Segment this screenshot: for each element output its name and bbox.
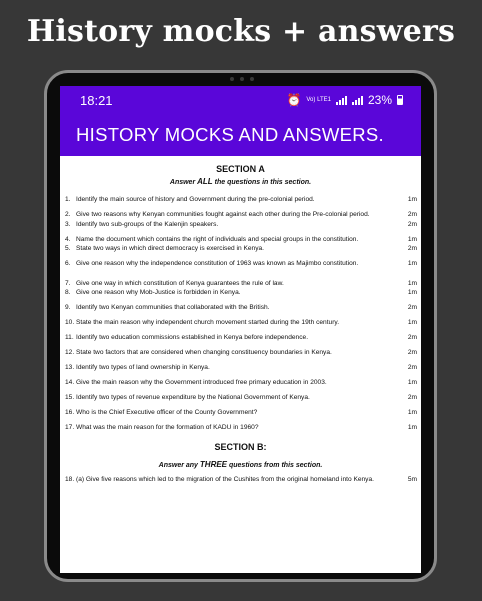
question-number: 6. [65,260,71,267]
question-marks: 2m [407,394,417,401]
question-marks: 2m [407,364,417,371]
section-b-instruction: Answer any THREE questions from this section. [158,460,323,469]
signal-icon-2 [352,95,363,105]
question-text: (a) Give five reasons which led to the migration of the Cushites from the original homeland into Kenya. [76,476,374,483]
question-marks: 2m [407,221,417,228]
question-number: 14. [65,379,75,386]
question-marks: 2m [407,211,417,218]
question-item [60,349,421,357]
promo-headline: History mocks + answers [26,14,456,49]
question-number: 11. [65,334,74,341]
question-item [60,319,421,327]
question-text: Identify two types of revenue expenditure by the National Government of Kenya. [76,394,310,401]
question-marks: 1m [407,260,417,267]
question-item [60,334,421,342]
question-text: Identify two Kenyan communities that collaborated with the British. [76,304,270,311]
question-item [60,260,421,268]
question-number: 8. [65,289,71,296]
question-marks: 5m [407,476,417,483]
app-title: HISTORY MOCKS AND ANSWERS. [76,124,384,145]
question-marks: 1m [407,424,417,431]
question-marks: 1m [407,409,417,416]
question-number: 15. [65,394,75,401]
question-item [60,289,421,297]
question-text: Identify two sub-groups of the Kalenjin speakers. [76,221,219,228]
question-text: Give one way in which constitution of Kenya guarantees the rule of law. [76,280,284,287]
question-item [60,364,421,372]
question-marks: 1m [407,196,417,203]
question-item [60,280,421,288]
question-text: State the main reason why independent church movement started during the 19th century. [76,319,340,326]
question-text: What was the main reason for the formation of KADU in 1960? [76,424,259,431]
app-bar [60,114,421,156]
question-text: Identify two education commissions established in Kenya before independence. [76,334,309,341]
question-number: 10. [65,319,75,326]
question-item [60,409,421,417]
question-item [60,211,421,219]
section-a-instruction: Answer ALL the questions in this section. [169,177,312,186]
question-number: 17. [65,424,75,431]
question-marks: 2m [407,245,417,252]
question-marks: 1m [407,379,417,386]
question-marks: 2m [407,349,417,356]
question-item [60,476,421,484]
question-text: Who is the Chief Executive officer of the County Government? [76,409,258,416]
question-number: 13. [65,364,75,371]
question-item [60,245,421,253]
question-text: Identify two types of land ownership in Kenya. [76,364,210,371]
question-number: 9. [65,304,71,311]
question-text: Name the document which contains the right of individuals and special groups in the constitution. [76,236,359,243]
question-number: 4. [65,236,71,243]
status-bar [60,86,421,114]
question-marks: 2m [407,304,417,311]
question-item [60,196,421,204]
question-number: 5. [65,245,71,252]
question-number: 7. [65,280,71,287]
section-a-title: SECTION A [216,164,265,174]
question-text: Give the main reason why the Government introduced free primary education in 2003. [76,379,327,386]
question-marks: 1m [407,319,417,326]
question-item [60,394,421,402]
question-text: Give one reason why Mob-Justice is forbidden in Kenya. [76,289,241,296]
question-text: State two factors that are considered when changing constituency boundaries in Kenya. [76,349,332,356]
question-number: 2. [65,211,71,218]
question-text: State two ways in which direct democracy is exercised in Kenya. [76,245,265,252]
question-item [60,236,421,244]
question-number: 12. [65,349,75,356]
tablet-frame [44,70,437,582]
question-number: 1. [65,196,71,203]
question-item [60,379,421,387]
status-icons [286,93,403,107]
question-number: 16. [65,409,75,416]
question-text: Give one reason why the independence constitution of 1963 was known as Majimbo constitution. [76,260,359,267]
question-text: Give two reasons why Kenyan communities fought against each other during the Pre-colonial period. [76,211,370,218]
alarm-icon: ⏰ [286,93,302,107]
question-marks: 1m [407,280,417,287]
battery-icon [397,95,403,105]
document-view[interactable] [60,156,421,484]
question-marks: 2m [407,334,417,341]
question-marks: 1m [407,289,417,296]
battery-percent: 23% [367,93,392,107]
question-item [60,221,421,229]
signal-icon [336,95,347,105]
question-number: 18. [65,476,75,483]
question-item [60,304,421,312]
status-time: 18:21 [80,92,113,108]
question-number: 3. [65,221,71,228]
camera-dots [225,76,259,81]
section-b-title: SECTION B: [214,442,267,452]
app-screen [60,86,421,573]
question-item [60,424,421,432]
question-text: Identify the main source of history and Government during the pre-colonial period. [76,196,315,203]
network-label: Vo) LTE1 [306,97,331,103]
question-marks: 1m [407,236,417,243]
